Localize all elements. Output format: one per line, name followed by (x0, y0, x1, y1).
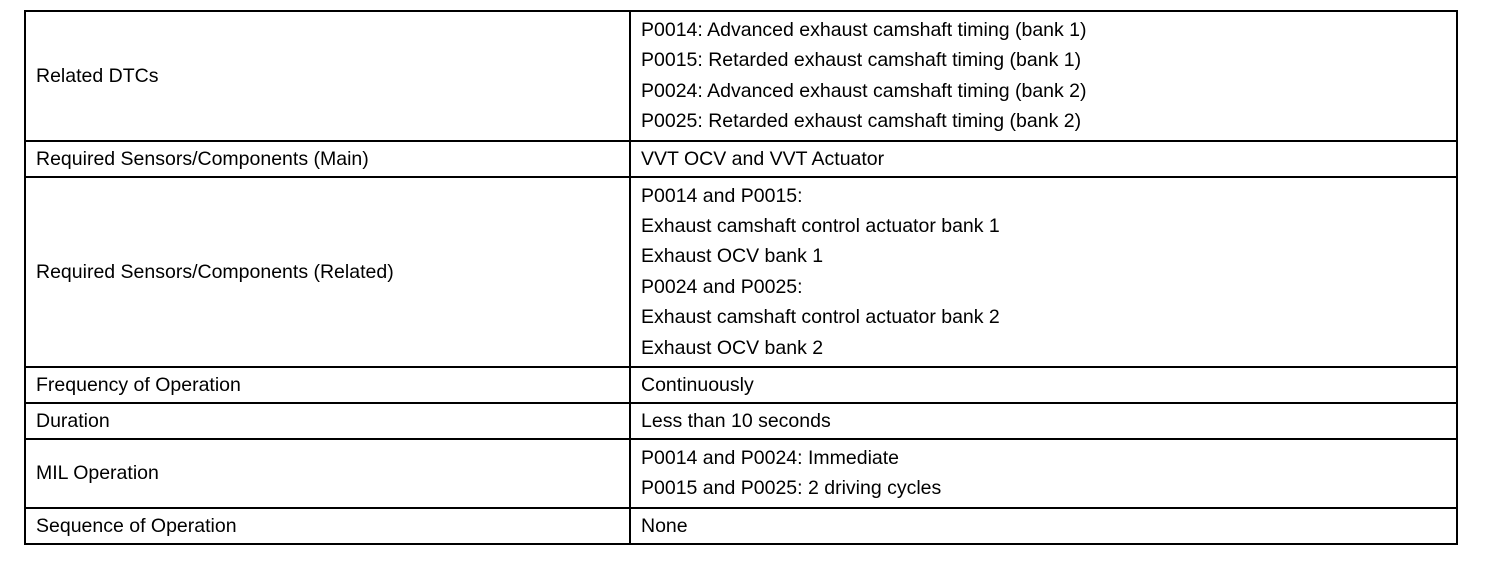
row-label: Duration (25, 403, 630, 439)
value-line: P0015 and P0025: 2 driving cycles (641, 477, 942, 500)
spec-table (24, 10, 1458, 545)
table-row (25, 177, 1457, 367)
value-line: P0025: Retarded exhaust camshaft timing (bank 2) (641, 110, 1082, 133)
value-line: VVT OCV and VVT Actuator (641, 147, 885, 170)
row-value (630, 439, 1457, 508)
table-row (25, 403, 1457, 439)
row-value (630, 367, 1457, 403)
table-row (25, 439, 1457, 508)
value-line: P0014 and P0015: (641, 184, 803, 207)
row-label: Related DTCs (25, 11, 630, 141)
value-line: None (641, 514, 688, 537)
row-value (630, 177, 1457, 367)
value-line: P0024: Advanced exhaust camshaft timing (bank 2) (641, 79, 1087, 102)
table-row (25, 11, 1457, 141)
table-row (25, 508, 1457, 544)
row-label: Sequence of Operation (25, 508, 630, 544)
value-line: P0024 and P0025: (641, 275, 803, 298)
value-line: P0014: Advanced exhaust camshaft timing (bank 1) (641, 19, 1087, 41)
table-row (25, 141, 1457, 177)
value-line: Exhaust camshaft control actuator bank 1 (641, 215, 1000, 238)
value-line: Less than 10 seconds (641, 410, 831, 433)
value-line: Exhaust OCV bank 2 (641, 336, 824, 359)
row-value (630, 141, 1457, 177)
value-line: P0014 and P0024: Immediate (641, 447, 900, 470)
row-label: Required Sensors/Components (Main) (25, 141, 630, 177)
value-line: Exhaust OCV bank 1 (641, 245, 824, 268)
value-line: Continuously (641, 374, 754, 397)
row-label: Required Sensors/Components (Related) (25, 177, 630, 367)
table-row (25, 367, 1457, 403)
row-value (630, 11, 1457, 141)
row-value (630, 508, 1457, 544)
row-value (630, 403, 1457, 439)
row-label: Frequency of Operation (25, 367, 630, 403)
value-line: P0015: Retarded exhaust camshaft timing (bank 1) (641, 49, 1082, 72)
row-label: MIL Operation (25, 439, 630, 508)
value-line: Exhaust camshaft control actuator bank 2 (641, 306, 1000, 329)
